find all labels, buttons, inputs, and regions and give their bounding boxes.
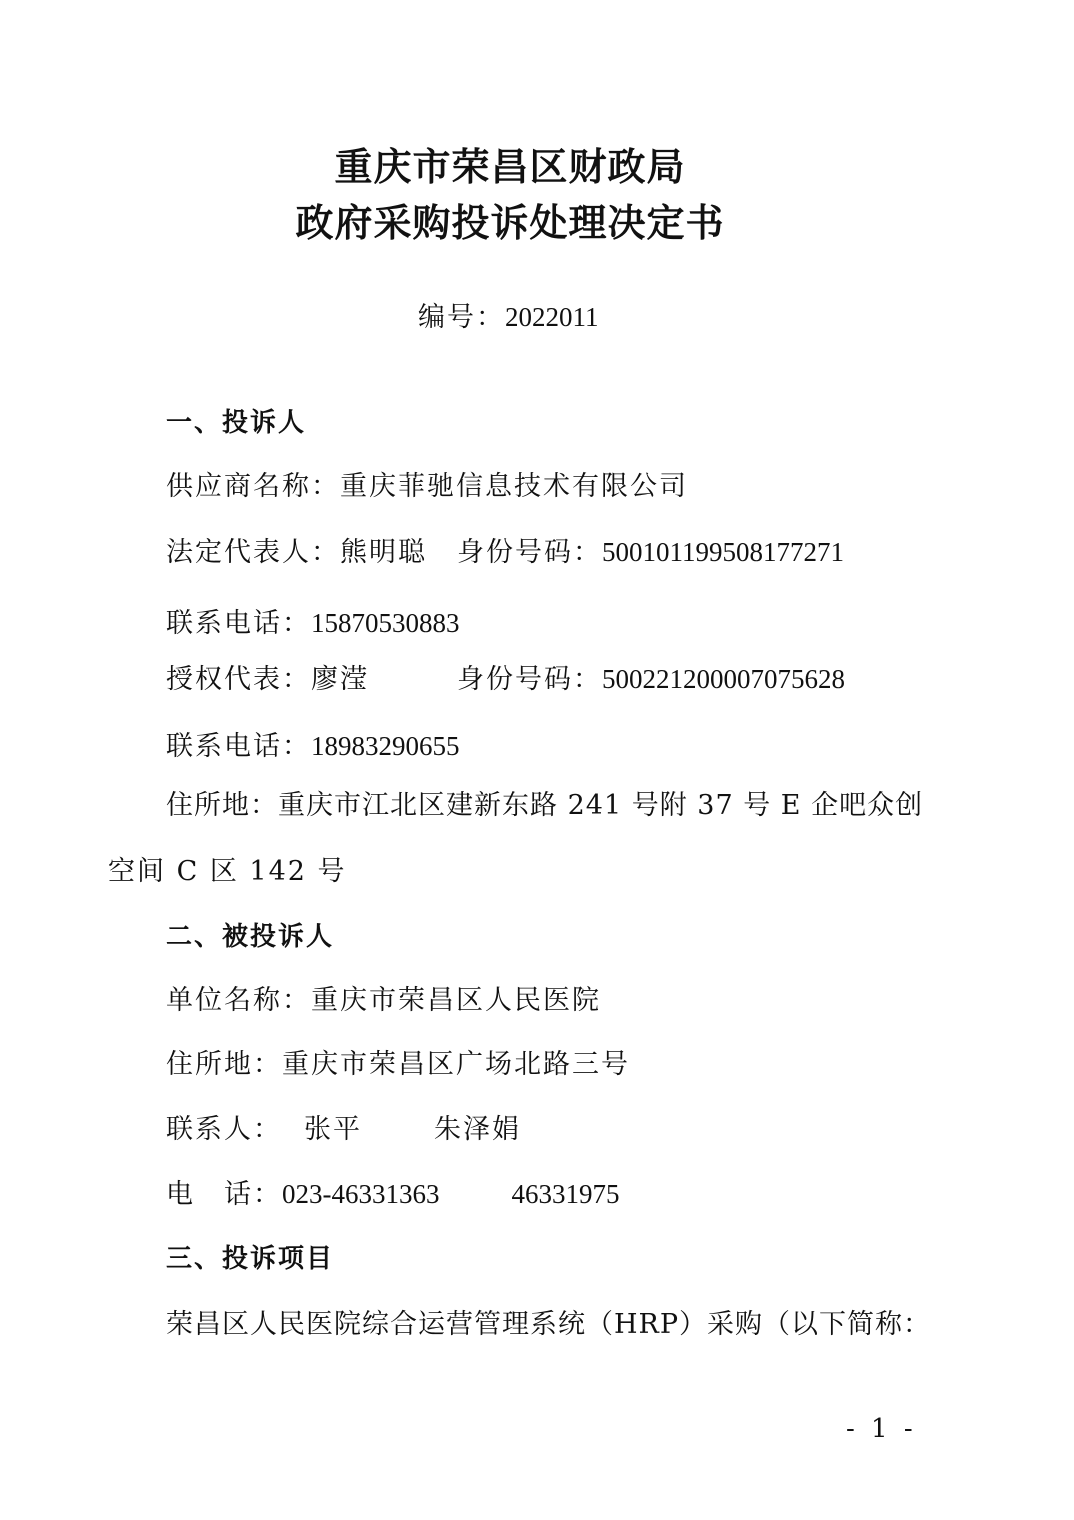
document-number-value: 2022011 — [505, 302, 599, 332]
complainant-phone-line-2 — [166, 729, 460, 764]
section-respondent-heading: 二、被投诉人 — [166, 922, 335, 952]
respondent-tel-2: 46331975 — [511, 1179, 620, 1209]
legal-rep-line — [166, 535, 844, 570]
unit-name-value: 重庆市荣昌区人民医院 — [311, 985, 601, 1016]
complainant-phone-value-2: 18983290655 — [311, 731, 460, 761]
auth-rep-id-label: 身份号码： — [457, 664, 602, 695]
document-title-line1: 重庆市荣昌区财政局 — [334, 144, 686, 189]
supplier-name-value: 重庆菲驰信息技术有限公司 — [340, 471, 688, 502]
complainant-address-line1: 住所地：重庆市江北区建新东路 241 号附 37 号 E 企吧众创 — [166, 790, 924, 821]
complainant-phone-value-1: 15870530883 — [311, 608, 460, 638]
document-number — [418, 300, 599, 335]
respondent-contact-label: 联系人： — [166, 1114, 282, 1145]
supplier-name-label: 供应商名称： — [166, 471, 340, 502]
unit-name-line — [166, 984, 601, 1018]
unit-name-label: 单位名称： — [166, 985, 311, 1016]
respondent-address-label: 住所地： — [166, 1049, 282, 1080]
auth-rep-line — [166, 662, 845, 697]
supplier-name-line — [166, 470, 688, 504]
respondent-tel-1: 023-46331363 — [282, 1179, 440, 1209]
respondent-contact-line — [166, 1113, 521, 1147]
project-description-line: 荣昌区人民医院综合运营管理系统（HRP）采购（以下简称： — [166, 1309, 932, 1340]
respondent-address-line — [166, 1048, 630, 1082]
page-number: - 1 - — [846, 1414, 917, 1444]
complainant-phone-label-1: 联系电话： — [166, 608, 311, 639]
respondent-contact-2: 朱泽娟 — [434, 1114, 521, 1145]
section-complainant-heading: 一、投诉人 — [166, 408, 307, 438]
section-project-heading: 三、投诉项目 — [166, 1244, 335, 1274]
auth-rep-label: 授权代表： — [166, 664, 311, 695]
respondent-contact-1: 张平 — [304, 1114, 362, 1145]
complainant-address-line2: 空间 C 区 142 号 — [108, 856, 347, 887]
respondent-address-value: 重庆市荣昌区广场北路三号 — [282, 1049, 630, 1080]
document-title-line2: 政府采购投诉处理决定书 — [295, 200, 725, 245]
legal-rep-label: 法定代表人： — [166, 537, 340, 568]
document-number-label: 编号： — [418, 302, 505, 333]
auth-rep-name: 廖滢 — [311, 664, 369, 695]
respondent-tel-label: 电 话： — [166, 1179, 282, 1210]
complainant-phone-line-1 — [166, 606, 460, 641]
legal-rep-name: 熊明聪 — [340, 537, 427, 568]
complainant-phone-label-2: 联系电话： — [166, 731, 311, 762]
legal-rep-id-label: 身份号码： — [457, 537, 602, 568]
respondent-tel-line — [166, 1177, 620, 1212]
legal-rep-id-value: 500101199508177271 — [602, 537, 844, 567]
auth-rep-id-value: 500221200007075628 — [602, 664, 845, 694]
